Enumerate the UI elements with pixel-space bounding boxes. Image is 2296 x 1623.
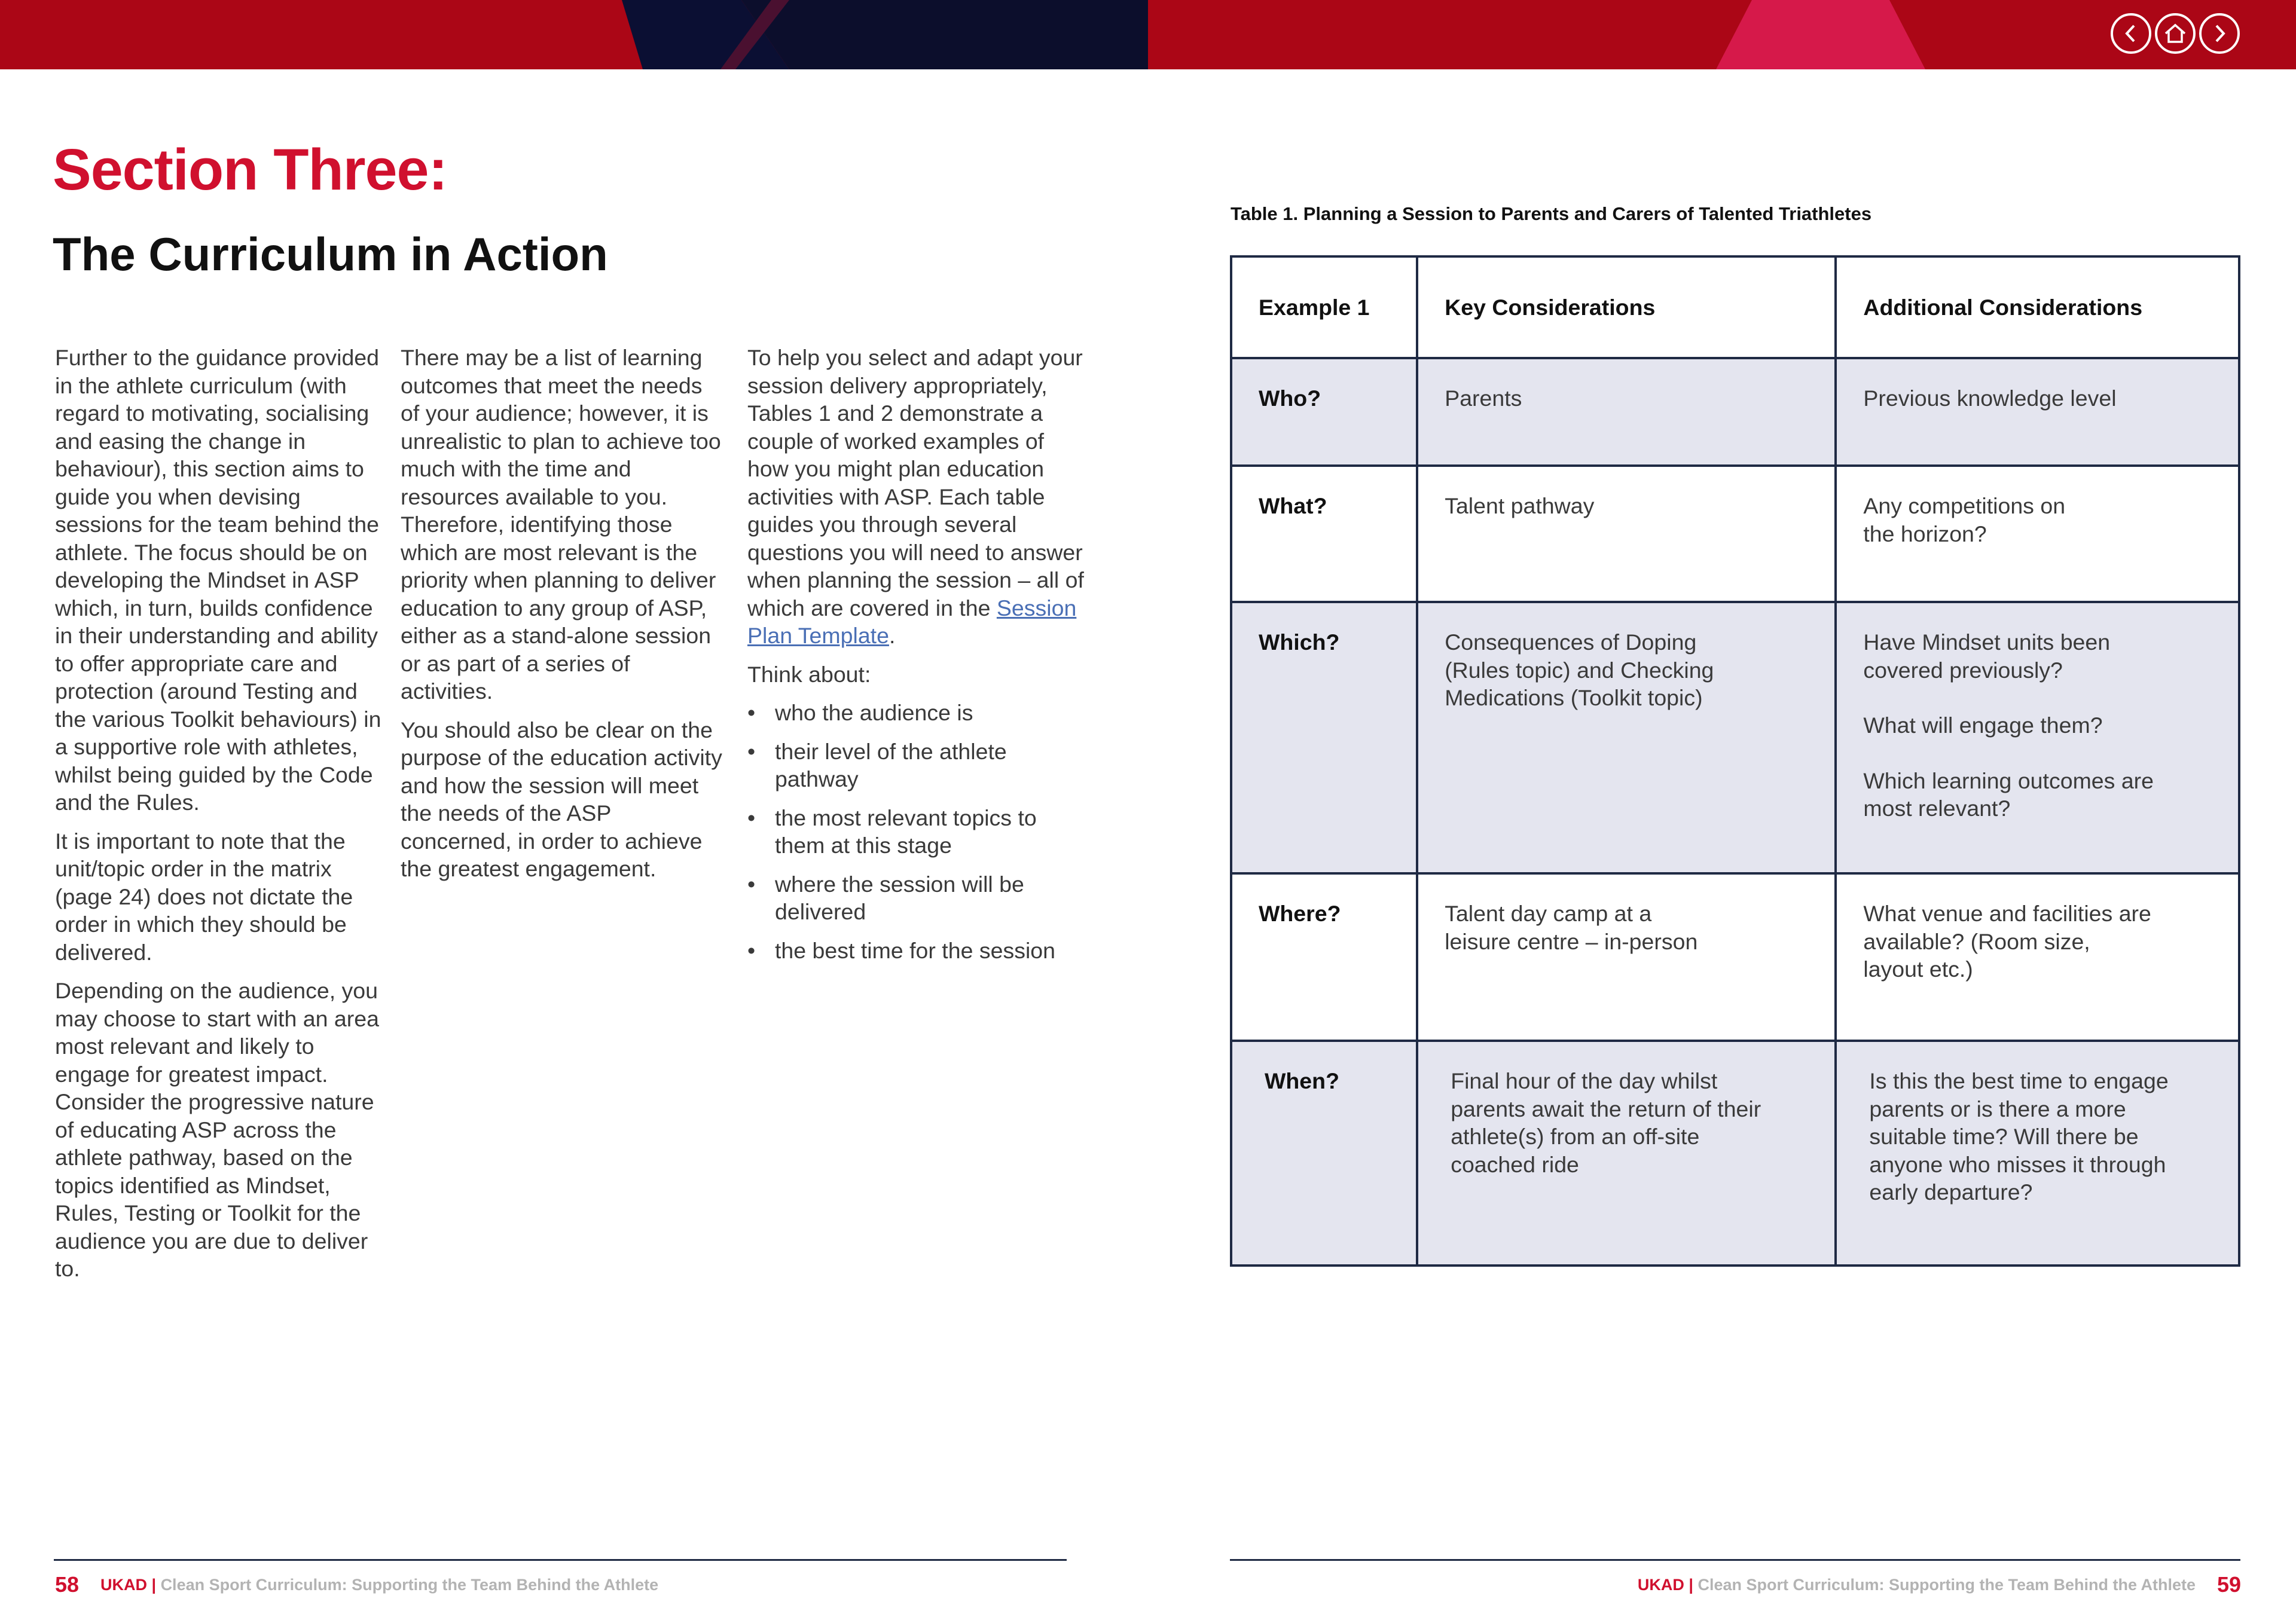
home-icon[interactable]: [2155, 13, 2196, 54]
header-cell: Example 1: [1231, 256, 1417, 358]
body-column-3: [747, 344, 1088, 975]
table-row: [1231, 1041, 2239, 1266]
body-column-1: [55, 344, 390, 1294]
list-item: • the best time for the session: [747, 937, 1088, 965]
footer-title: Clean Sport Curriculum: Supporting the Team Behind the Athlete: [1697, 1576, 2196, 1594]
additional-cell: [1863, 603, 2238, 823]
key-cell: Consequences of Doping (Rules topic) and Checking Medications (Toolkit topic): [1445, 629, 1714, 710]
question-cell: Where?: [1259, 901, 1341, 926]
paragraph: It is important to note that the unit/topic order in the matrix (page 24) does not dictate the order in which they should be delivered.: [55, 828, 353, 965]
header-cell: Key Considerations: [1417, 256, 1836, 358]
page-navigation: [2111, 13, 2248, 56]
header-banner: [0, 0, 2296, 69]
bullet-list: [747, 699, 1088, 964]
list-item: • the most relevant topics to them at this stage: [747, 804, 1088, 860]
additional-cell: Any competitions on the horizon?: [1863, 493, 2066, 546]
table-header-row: [1231, 256, 2239, 358]
question-cell: Which?: [1259, 629, 1340, 655]
additional-line: What will engage them?: [1863, 713, 2103, 738]
question-cell: What?: [1259, 493, 1327, 518]
section-title: Section Three:: [53, 137, 447, 202]
paragraph: You should also be clear on the purpose of the education activity and how the session will meet the needs of the ASP concerned, in order to achieve the greatest engagement.: [401, 717, 722, 881]
table-caption: Table 1. Planning a Session to Parents and Carers of Talented Triathletes: [1231, 203, 1872, 224]
footer-separator: |: [1684, 1576, 1698, 1594]
footer-separator: |: [147, 1576, 161, 1594]
session-plan-template-link[interactable]: Session Plan Template: [747, 595, 1077, 648]
section-subtitle: The Curriculum in Action: [53, 228, 608, 280]
footer-brand: UKAD: [1637, 1576, 1684, 1594]
list-item: • their level of the athlete pathway: [747, 738, 1088, 793]
table-row: [1231, 466, 2239, 602]
question-cell: When?: [1265, 1068, 1339, 1093]
additional-cell: Is this the best time to engage parents or is there a more suitable time? Will there be anyone who misses it through early departure?: [1869, 1068, 2169, 1205]
key-cell: Talent pathway: [1445, 493, 1595, 518]
paragraph: Depending on the audience, you may choose to start with an area most relevant and likely to engage for greatest impact. Consider the progressive nature of educating ASP across the athlete pathway, based on the topics identified as Mindset, Rules, Testing or Toolkit for the audience you are due to deliver to.: [55, 978, 379, 1281]
footer-divider-right: [1230, 1559, 2240, 1561]
body-column-2: [401, 344, 723, 894]
key-cell: Parents: [1445, 386, 1522, 411]
table-row: [1231, 358, 2239, 466]
footer-text-right: [1638, 1576, 2196, 1594]
additional-cell: Previous knowledge level: [1863, 386, 2117, 411]
additional-cell: What venue and facilities are available? (Room size, layout etc.): [1863, 901, 2151, 982]
key-cell: Talent day camp at a leisure centre – in-person: [1445, 901, 1698, 954]
link-suffix: .: [889, 623, 896, 648]
header-cell: Additional Considerations: [1836, 256, 2239, 358]
page-number-left: 58: [55, 1572, 80, 1597]
footer-divider-left: [54, 1559, 1067, 1561]
page-number-right: 59: [2216, 1572, 2241, 1597]
list-item: • where the session will be delivered: [747, 870, 1088, 926]
intro-text: To help you select and adapt your session delivery appropriately, Tables 1 and 2 demonstrate a couple of worked examples of how you might plan education activities with ASP. Each table guides you through several questions you will need to answer when planning the session – all of which are covered in the: [747, 345, 1084, 621]
footer-brand: UKAD: [100, 1576, 147, 1594]
think-about-label: Think about:: [747, 661, 871, 687]
chevron-left-icon[interactable]: [2111, 13, 2151, 54]
additional-line: Which learning outcomes are most relevant?: [1863, 768, 2154, 821]
table-row: [1231, 873, 2239, 1041]
paragraph: Further to the guidance provided in the athlete curriculum (with regard to motivating, socialising and easing the change in behaviour), this section aims to guide you when devising sessions for the team behind the athlete. The focus should be on developing the Mindset in ASP which, in turn, builds confidence in their understanding and ability to offer appropriate care and protection (around Testing and the various Toolkit behaviours) in a supportive role with athletes, whilst being guided by the Code and the Rules.: [55, 345, 381, 815]
list-item: • who the audience is: [747, 699, 1088, 727]
chevron-right-icon[interactable]: [2199, 13, 2240, 54]
footer-title: Clean Sport Curriculum: Supporting the Team Behind the Athlete: [160, 1576, 659, 1594]
footer-text-left: [100, 1576, 658, 1594]
session-planning-table: [1230, 255, 2240, 1267]
paragraph: [747, 344, 1088, 650]
paragraph: There may be a list of learning outcomes that meet the needs of your audience; however, it is unrealistic to plan to achieve too much with the time and resources available to you. Therefore, identifying those which are most relevant is the priority when planning to deliver education to any group of ASP, either as a stand-alone session or as part of a series of activities.: [401, 345, 721, 704]
key-cell: Final hour of the day whilst parents await the return of their athlete(s) from an off-site coached ride: [1451, 1068, 1761, 1177]
additional-line: Have Mindset units been covered previously?: [1863, 629, 2111, 683]
question-cell: Who?: [1259, 386, 1321, 411]
table-row: [1231, 602, 2239, 873]
